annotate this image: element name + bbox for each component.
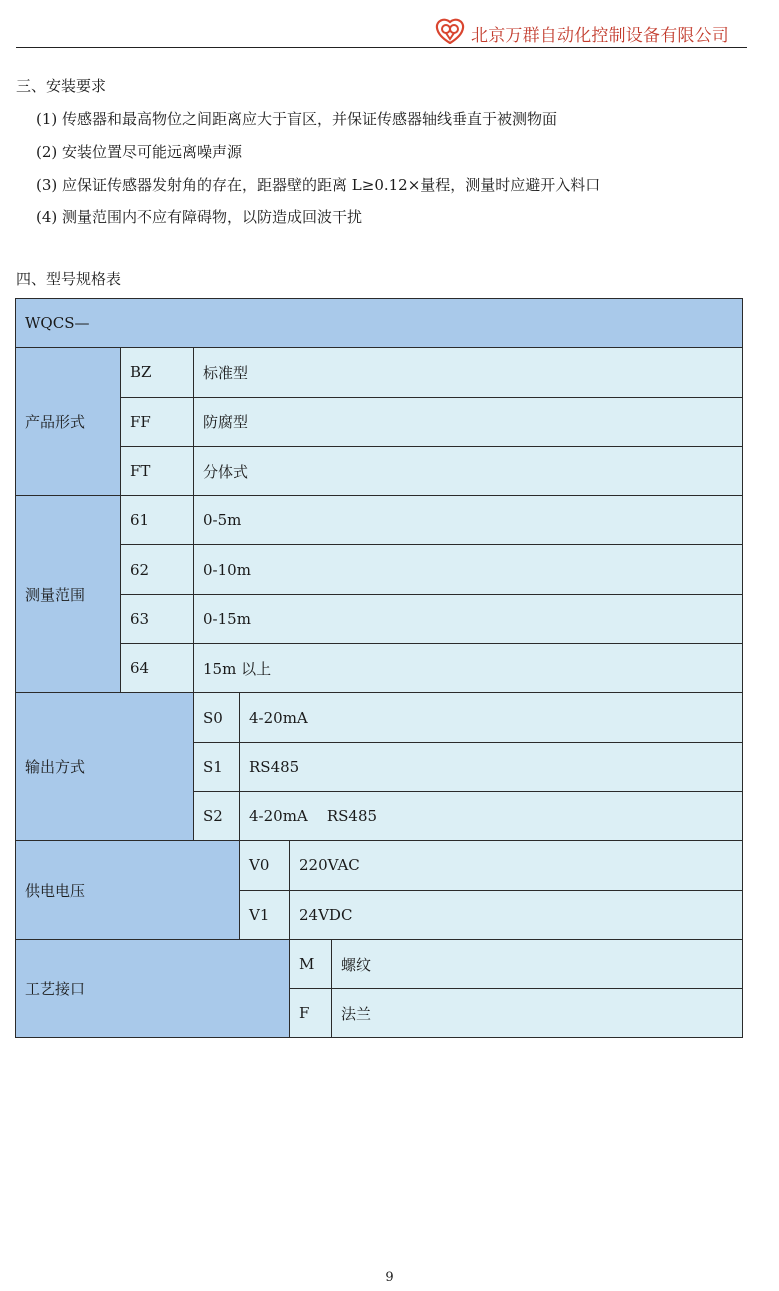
code-cell: 64 (121, 644, 194, 693)
desc-cell: 法兰 (332, 989, 743, 1038)
code-cell: 62 (121, 545, 194, 594)
desc-cell: 4-20mA RS485 (240, 791, 743, 840)
requirement-item-2: (2) 安装位置尽可能远离噪声源 (36, 143, 243, 161)
desc-cell: 防腐型 (194, 397, 743, 446)
code-cell: 61 (121, 496, 194, 545)
code-cell: FT (121, 446, 194, 495)
code-cell: S2 (194, 791, 240, 840)
desc-cell: 0-10m (194, 545, 743, 594)
desc-cell: 0-15m (194, 594, 743, 643)
model-spec-table (15, 298, 743, 1038)
desc-cell: 螺纹 (332, 939, 743, 988)
category-product-form: 产品形式 (16, 348, 121, 496)
section-title-installation: 三、安装要求 (16, 77, 107, 95)
desc-cell: 分体式 (194, 446, 743, 495)
category-process-connection: 工艺接口 (16, 939, 290, 1038)
requirement-item-4: (4) 测量范围内不应有障碍物，以防造成回波干扰 (36, 208, 363, 226)
desc-cell: 标准型 (194, 348, 743, 397)
requirement-item-3: (3) 应保证传感器发射角的存在，距器壁的距离 L≥0.12×量程，测量时应避开入料口 (36, 176, 601, 194)
category-output-mode: 输出方式 (16, 693, 194, 841)
desc-cell: 220VAC (290, 841, 743, 890)
desc-cell: 0-5m (194, 496, 743, 545)
code-cell: FF (121, 397, 194, 446)
code-cell: S1 (194, 742, 240, 791)
category-measure-range: 测量范围 (16, 496, 121, 693)
desc-cell: 4-20mA (240, 693, 743, 742)
code-cell: S0 (194, 693, 240, 742)
code-cell: 63 (121, 594, 194, 643)
desc-cell: RS485 (240, 742, 743, 791)
company-name: 北京万群自动化控制设备有限公司 (471, 26, 729, 46)
code-cell: F (290, 989, 332, 1038)
code-cell: M (290, 939, 332, 988)
section-title-model-spec: 四、型号规格表 (16, 270, 122, 288)
code-cell: V1 (240, 890, 290, 939)
category-power-supply: 供电电压 (16, 841, 240, 940)
requirement-item-1: (1) 传感器和最高物位之间距离应大于盲区，并保证传感器轴线垂直于被测物面 (36, 110, 558, 128)
model-prefix: WQCS— (16, 299, 743, 348)
desc-cell: 15m 以上 (194, 644, 743, 693)
code-cell: BZ (121, 348, 194, 397)
page-number: 9 (385, 1270, 394, 1285)
desc-cell: 24VDC (290, 890, 743, 939)
company-logo-icon (435, 18, 465, 44)
code-cell: V0 (240, 841, 290, 890)
page-header (16, 16, 747, 48)
